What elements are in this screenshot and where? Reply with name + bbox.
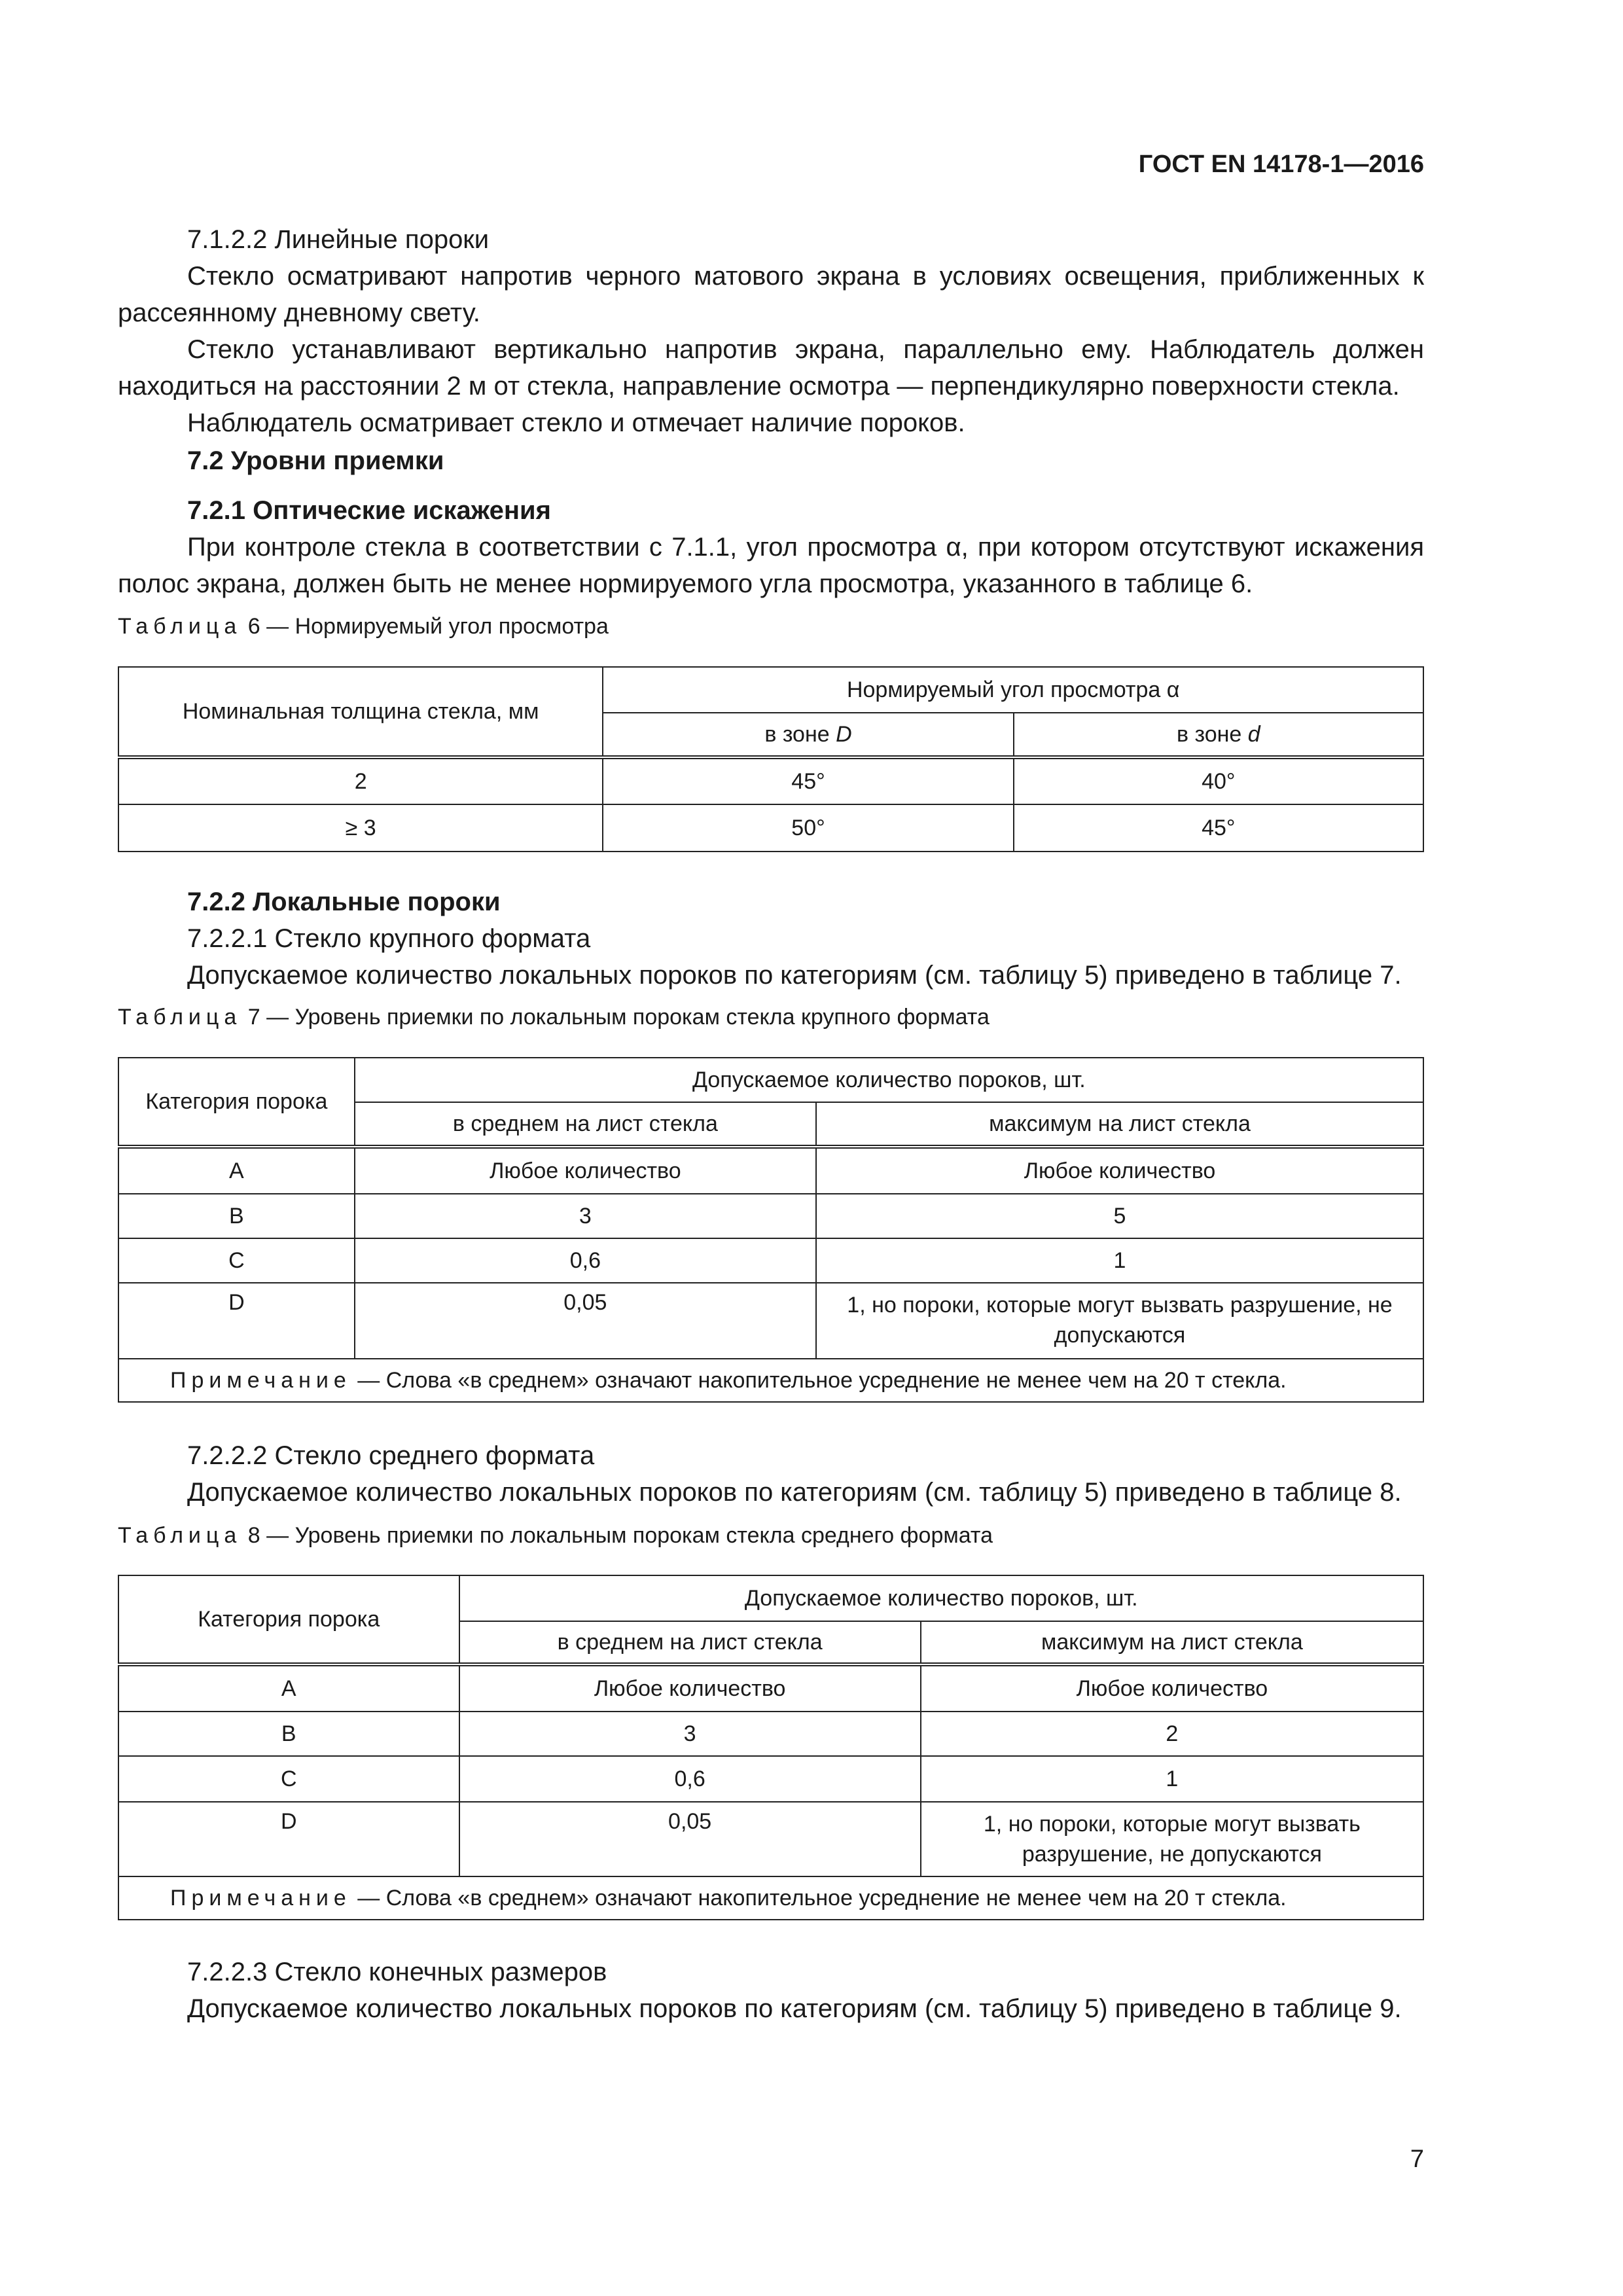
table-row: [118, 1712, 1423, 1756]
section-7-1-2-2: [118, 221, 1424, 441]
table-cell: B: [118, 1712, 459, 1756]
paragraph: Наблюдатель осматривает стекло и отмечает наличие пороков.: [187, 408, 965, 437]
table-cell: C: [118, 1756, 459, 1802]
table-row: [118, 1664, 1423, 1712]
section-7-2-1: [118, 492, 1424, 602]
table-header-cell: Категория порока: [118, 1058, 355, 1147]
table-header-cell: Категория порока: [118, 1575, 459, 1664]
section-title: 7.2 Уровни приемки: [187, 446, 444, 475]
paragraph: Стекло устанавливают вертикально напротив экрана, параллельно ему. Наблюдатель должен находиться на расстоянии 2 м от стекла, направление осмотра — перпендикулярно поверхности стекла.: [118, 335, 1424, 401]
table-header-cell: Номинальная толщина стекла, мм: [118, 667, 603, 757]
subsection-title: 7.2.2.1 Стекло крупного формата: [187, 924, 591, 953]
table-header-cell: в среднем на лист стекла: [355, 1102, 816, 1147]
table-cell: C: [118, 1238, 355, 1283]
table-cell: 0,05: [459, 1802, 921, 1876]
table-7: [118, 1057, 1424, 1403]
table-6: [118, 666, 1424, 852]
table-cell: A: [118, 1147, 355, 1194]
caption-text: 6 — Нормируемый угол просмотра: [247, 614, 609, 639]
table-8: [118, 1575, 1424, 1920]
paragraph: При контроле стекла в соответствии с 7.1.1, угол просмотра α, при котором отсутствуют искажения полос экрана, должен быть не менее нормируемого угла просмотра, указанного в таблице 6.: [118, 533, 1424, 598]
paragraph: Допускаемое количество локальных пороков по категориям (см. таблицу 5) приведено в таблице 9.: [187, 1994, 1402, 2023]
table-cell: 1: [816, 1238, 1423, 1283]
page-number: 7: [1410, 2145, 1424, 2173]
table-row: [118, 1283, 1423, 1359]
caption-text: 8 — Уровень приемки по локальным порокам стекла среднего формата: [247, 1523, 993, 1548]
table-header-cell: в среднем на лист стекла: [459, 1621, 921, 1664]
table-row: [118, 1756, 1423, 1802]
table-note: Примечание — Слова «в среднем» означают накопительное усреднение не менее чем на 20 т стекла.: [118, 1359, 1423, 1402]
caption-label: Таблица: [118, 1005, 242, 1030]
table-cell: D: [118, 1802, 459, 1876]
caption-label: Таблица: [118, 614, 242, 639]
section-7-2-2: [118, 884, 1424, 994]
table-cell: 1, но пороки, которые могут вызвать разрушение, не допускаются: [816, 1283, 1423, 1359]
section-title: 7.2.1 Оптические искажения: [187, 496, 551, 525]
table-cell: 5: [816, 1194, 1423, 1238]
table-row: [118, 1802, 1423, 1876]
subsection-title: 7.2.2.3 Стекло конечных размеров: [187, 1958, 607, 1986]
subsection-title: 7.2.2.2 Стекло среднего формата: [187, 1441, 595, 1470]
table-cell: Любое количество: [459, 1664, 921, 1712]
table-cell: 45°: [603, 757, 1013, 804]
table-cell: 2: [921, 1712, 1423, 1756]
table-cell: 0,05: [355, 1283, 816, 1359]
table-header-cell: Нормируемый угол просмотра α: [603, 667, 1423, 713]
paragraph: Стекло осматривают напротив черного матового экрана в условиях освещения, приближенных к рассеянному дневному свету.: [118, 262, 1424, 327]
section-title: 7.2.2 Локальные пороки: [187, 888, 501, 916]
table-cell: 40°: [1014, 757, 1423, 804]
table-cell: A: [118, 1664, 459, 1712]
table-cell: 50°: [603, 804, 1013, 852]
table-row: [118, 804, 1423, 852]
table-cell: B: [118, 1194, 355, 1238]
table-cell: D: [118, 1283, 355, 1359]
table-header-cell: в зоне d: [1014, 713, 1423, 757]
table-cell: Любое количество: [921, 1664, 1423, 1712]
paragraph: Допускаемое количество локальных пороков по категориям (см. таблицу 5) приведено в таблице 8.: [187, 1478, 1402, 1507]
table-header-cell: максимум на лист стекла: [816, 1102, 1423, 1147]
standard-designation: ГОСТ EN 14178-1—2016: [1138, 151, 1424, 178]
section-title: 7.1.2.2 Линейные пороки: [187, 225, 490, 254]
table-cell: 2: [118, 757, 603, 804]
table-header-cell: в зоне D: [603, 713, 1013, 757]
table-header-cell: максимум на лист стекла: [921, 1621, 1423, 1664]
table-6-caption: [118, 614, 609, 639]
caption-label: Таблица: [118, 1523, 242, 1548]
table-cell: 1: [921, 1756, 1423, 1802]
section-7-2-2-3: [118, 1954, 1424, 2027]
table-cell: 45°: [1014, 804, 1423, 852]
caption-text: 7 — Уровень приемки по локальным порокам стекла крупного формата: [247, 1005, 990, 1030]
table-7-caption: [118, 1005, 990, 1030]
table-8-caption: [118, 1523, 993, 1549]
table-note: Примечание — Слова «в среднем» означают накопительное усреднение не менее чем на 20 т стекла.: [118, 1876, 1423, 1920]
table-cell: Любое количество: [355, 1147, 816, 1194]
table-cell: 3: [459, 1712, 921, 1756]
table-row: [118, 1194, 1423, 1238]
section-7-2: [118, 442, 1424, 479]
table-row: [118, 1238, 1423, 1283]
table-cell: 0,6: [355, 1238, 816, 1283]
table-note-row: [118, 1359, 1423, 1402]
table-header-cell: Допускаемое количество пороков, шт.: [459, 1575, 1424, 1621]
table-note-row: [118, 1876, 1423, 1920]
table-cell: Любое количество: [816, 1147, 1423, 1194]
table-cell: ≥ 3: [118, 804, 603, 852]
table-header-cell: Допускаемое количество пороков, шт.: [355, 1058, 1423, 1102]
section-7-2-2-2: [118, 1437, 1424, 1511]
table-cell: 0,6: [459, 1756, 921, 1802]
table-cell: 1, но пороки, которые могут вызвать разрушение, не допускаются: [921, 1802, 1423, 1876]
table-row: [118, 757, 1423, 804]
table-cell: 3: [355, 1194, 816, 1238]
table-row: [118, 1147, 1423, 1194]
paragraph: Допускаемое количество локальных пороков по категориям (см. таблицу 5) приведено в таблице 7.: [187, 961, 1402, 990]
